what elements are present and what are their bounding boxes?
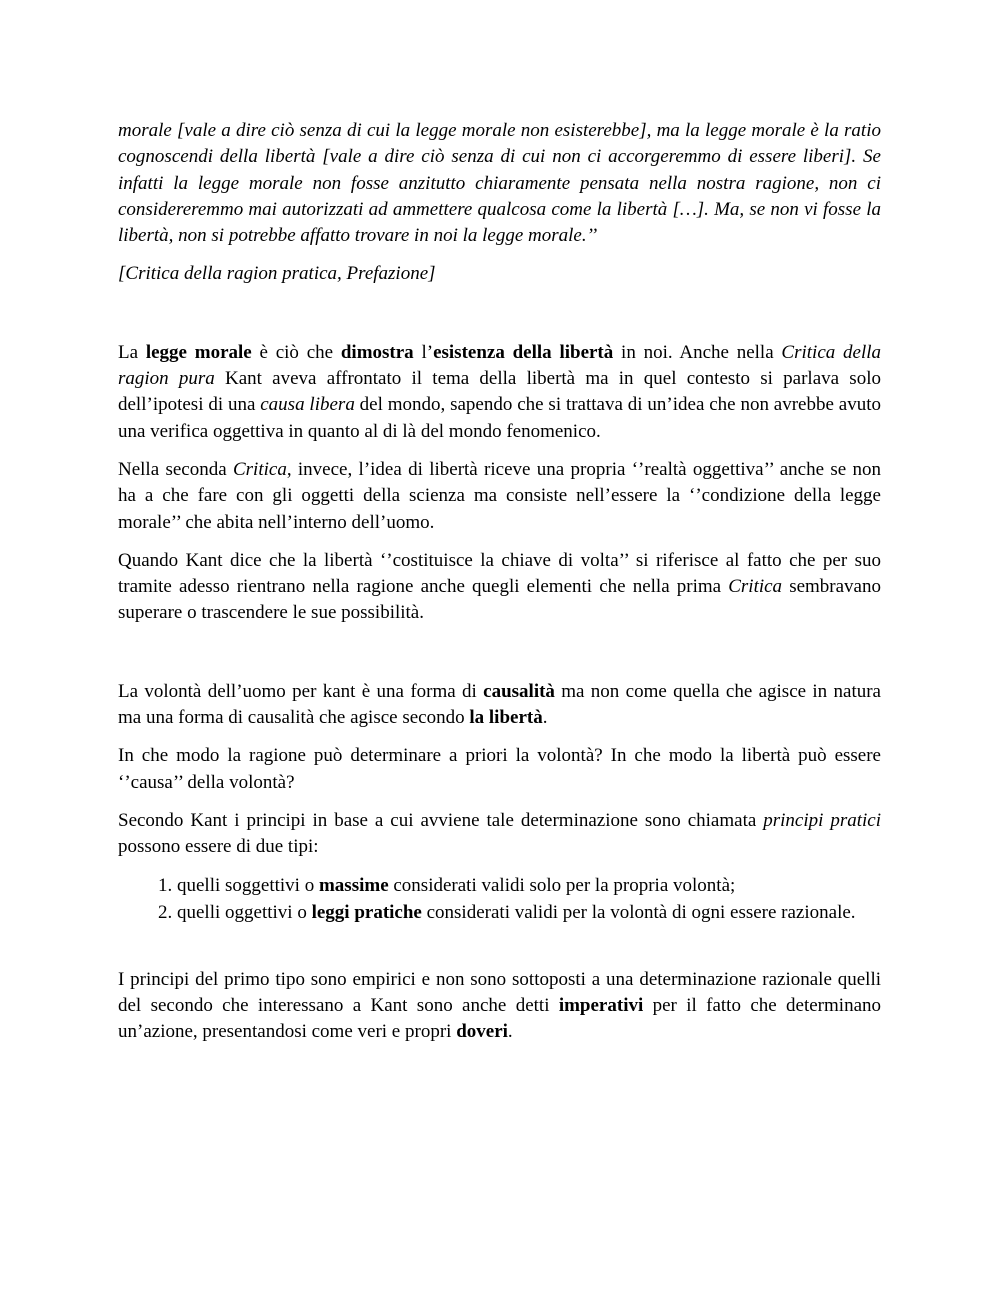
text-run: Quando Kant dice che la libertà ‘’costituisce la chiave di volta’’ si riferisce al fatto che per suo tramite adesso rientrano nella ragione anche quegli elementi che nella prima (118, 549, 881, 598)
text-run: I principi del primo tipo sono empirici e non sono sottoposti a una determinazione razionale quelli del secondo che interessano a Kant sono anche detti (118, 968, 881, 1016)
numbered-list (118, 873, 881, 927)
paragraph-legge-morale (118, 340, 881, 445)
paragraph-principi-pratici (118, 808, 881, 861)
text-run: quelli soggettivi o (177, 874, 319, 896)
italic-title: Critica (232, 458, 287, 480)
bold-term: esistenza della libertà (433, 341, 614, 363)
quote-text: morale [vale a dire ciò senza di cui la legge morale non esisterebbe], ma la legge morale è la ratio cognoscendi della libertà [vale a dire ciò senza di cui non ci accorgeremmo di essere liberi]. Se infatti la legge morale non fosse anzitutto chiaramente pensata nella nostra ragione, non ci considereremmo mai autorizzati ad ammettere qualcosa come la libertà […]. Ma, se non vi fosse la libertà, non si potrebbe affatto trovare in noi la legge morale.’’ (118, 120, 881, 247)
bold-term: dimostra (340, 341, 414, 363)
text-run: del mondo, sapendo che si trattava di un’idea che non avrebbe avuto una verifica oggettiva in quanto al di là del mondo fenomenico. (118, 394, 881, 442)
paragraph-volonta (118, 679, 881, 732)
list-item (177, 873, 881, 899)
bold-term: leggi pratiche (311, 902, 422, 924)
text-run: considerati validi solo per la propria volontà; (388, 874, 736, 896)
text-run: per il fatto che determinano un’azione, presentandosi come veri e propri (118, 994, 881, 1043)
paragraph-domande (118, 743, 881, 796)
quote-source: [Critica della ragion pratica, Prefazione] (118, 263, 436, 285)
text-run: quelli oggettivi o (177, 902, 312, 924)
bold-term: legge morale (145, 341, 252, 363)
text-run: Secondo Kant i principi in base a cui avviene tale determinazione sono chiamata (118, 809, 764, 831)
paragraph-chiave-di-volta (118, 548, 881, 627)
text-run: In che modo la ragione può determinare a priori la volontà? In che modo la libertà può essere ‘’causa’’ della volontà? (118, 745, 881, 793)
italic-term: causa libera (260, 394, 355, 416)
bold-term: massime (318, 874, 389, 896)
italic-title: Critica della ragion pura (118, 341, 882, 390)
text-run: La (118, 341, 146, 363)
text-run: ma non come quella che agisce in natura ma una forma di causalità che agisce secondo (118, 680, 881, 729)
text-run: Nella seconda (118, 458, 233, 480)
bold-term: doveri (456, 1021, 508, 1043)
text-run: in noi. Anche nella (613, 341, 782, 363)
list-item (177, 900, 881, 926)
text-run: . (507, 1021, 513, 1043)
text-run: considerati validi per la volontà di ogni essere razionale. (421, 902, 856, 924)
bold-term: causalità (483, 680, 555, 702)
bold-term: imperativi (558, 994, 644, 1016)
text-run: sembravano superare o trascendere le sue possibilità. (118, 576, 881, 624)
text-run: La volontà dell’uomo per kant è una forma di (118, 680, 484, 702)
document-page (118, 118, 881, 1058)
italic-term: principi pratici (763, 809, 882, 831)
text-run: . (542, 707, 548, 729)
paragraph-seconda-critica (118, 457, 881, 536)
bold-term: la libertà (469, 707, 543, 729)
text-run: è ciò che (251, 341, 341, 363)
text-run: , invece, l’idea di libertà riceve una propria ‘’realtà oggettiva’’ anche se non ha a che fare con gli oggetti della scienza ma consiste nell’essere la ‘’condizione della legge morale’’ che abita nell’interno dell’uomo. (118, 458, 882, 533)
italic-title: Critica (728, 576, 783, 598)
text-run: l’ (413, 341, 434, 363)
paragraph-imperativi (118, 967, 881, 1046)
text-run: possono essere di due tipi: (118, 836, 319, 858)
text-run: Kant aveva affrontato il tema della libertà ma in quel contesto si parlava solo dell’ipotesi di una (118, 368, 881, 416)
